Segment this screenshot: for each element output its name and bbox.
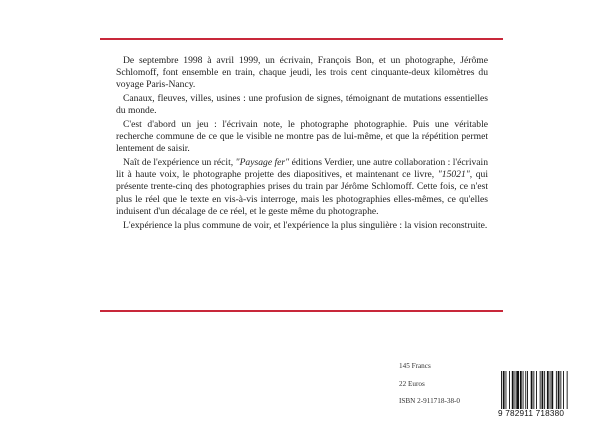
book-title-paysage-fer: "Paysage fer"	[235, 157, 290, 169]
blurb-paragraph-4	[116, 157, 488, 217]
blurb-p4-part-b: éditions Verdier, une autre collaboration : l'écrivain lit à haute voix, le photographe projette des diapositives, et maintenant ce livre,	[116, 157, 489, 181]
book-title-15021: "15021"	[437, 169, 470, 181]
barcode-number: 9 782911 718380	[498, 409, 592, 418]
blurb-paragraph-3: C'est d'abord un jeu : l'écrivain note, le photographe photographie. Puis une véritable recherche commune de ce que le visible ne montre pas de lui-même, et que la répétition permet lentement de saisir.	[116, 119, 488, 155]
blurb-paragraph-2: Canaux, fleuves, villes, usines : une profusion de signes, témoignant de mutations essentielles du monde.	[116, 93, 488, 117]
price-euros: 22 Euros	[399, 380, 425, 388]
blurb-paragraph-1: De septembre 1998 à avril 1999, un écrivain, François Bon, et un photographe, Jérôme Schlomoff, font ensemble en train, chaque jeudi, les trois cent cinquante-deux kilomètres du voyage Paris-Nancy.	[116, 55, 488, 91]
top-divider-rule	[100, 38, 503, 40]
back-cover-blurb	[116, 53, 488, 234]
bottom-divider-rule	[100, 310, 503, 312]
blurb-p4-part-c: , qui présente trente-cinq des photographies prises du train par Jérôme Schlomoff. Cette fois, ce n'est plus le réel que le texte en vis-à-vis interroge, mais les photographies elles-mêmes, ce qu'elles induisent d'un décalage de ce réel, et le geste même du photographe.	[116, 169, 488, 217]
isbn-number: ISBN 2-911718-38-0	[399, 397, 461, 405]
blurb-p4-part-a: Naît de l'expérience un récit,	[123, 157, 236, 169]
blurb-paragraph-5: L'expérience la plus commune de voir, et l'expérience la plus singulière : la vision reconstruite.	[123, 219, 488, 231]
price-francs: 145 Francs	[399, 362, 431, 370]
